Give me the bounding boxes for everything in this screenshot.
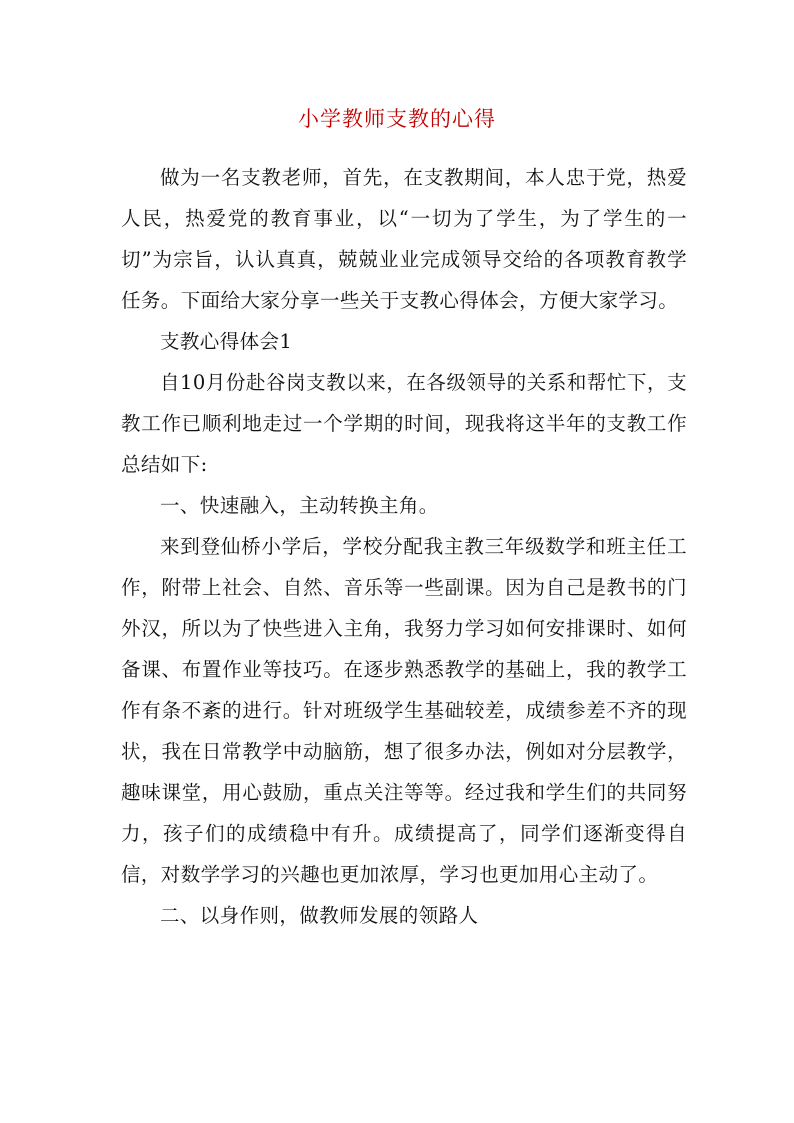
subheading-2: 二、以身作则，做教师发展的领路人 [160, 904, 479, 927]
document-body [121, 157, 687, 936]
section-heading-1: 支教心得体会1 [160, 330, 293, 353]
document-title: 小学教师支教的心得 [298, 107, 496, 131]
subheading-1: 一、快速融入，主动转换主角。 [160, 494, 439, 517]
intro-paragraph: 做为一名支教老师，首先，在支教期间，本人忠于党，热爱人民，热爱党的教育事业，以“一切为了学生，为了学生的一切”为宗旨，认认真真，兢兢业业完成领导交给的各项教育教学任务。下面给大家分享一些关于支教心得体会，方便大家学习。 [121, 166, 687, 312]
body-paragraph: 来到登仙桥小学后，学校分配我主教三年级数学和班主任工作，附带上社会、自然、音乐等一些副课。因为自己是教书的门外汉，所以为了快些进入主角，我努力学习如何安排课时、如何备课、布置作业等技巧。在逐步熟悉教学的基础上，我的教学工作有条不紊的进行。针对班级学生基础较差，成绩参差不齐的现状，我在日常教学中动脑筋，想了很多办法，例如对分层教学，趣味课堂，用心鼓励，重点关注等等。经过我和学生们的共同努力，孩子们的成绩稳中有升。成绩提高了，同学们逐渐变得自信，对数学学习的兴趣也更加浓厚，学习也更加用心主动了。 [121, 535, 687, 886]
body-paragraph: 自10月份赴谷岗支教以来，在各级领导的关系和帮忙下，支教工作已顺利地走过一个学期的时间，现我将这半年的支教工作总结如下: [121, 371, 687, 476]
